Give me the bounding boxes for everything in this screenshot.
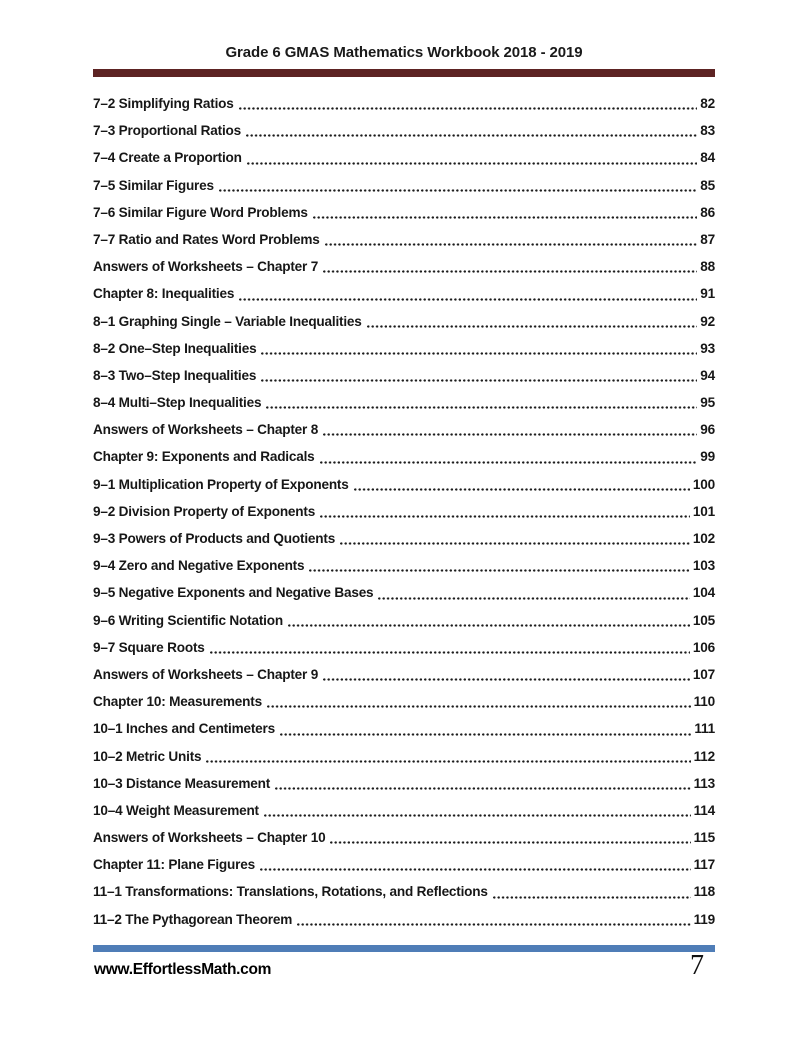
dot-leader (323, 678, 690, 681)
toc-entry-page: 83 (700, 123, 715, 139)
toc-entry-label: Chapter 8: Inequalities (93, 286, 235, 302)
toc-entry-label: Chapter 11: Plane Figures (93, 857, 255, 873)
toc-entry-page: 105 (692, 612, 715, 628)
toc-entry (93, 226, 715, 253)
dot-leader (354, 488, 690, 491)
toc-entry-page: 112 (693, 748, 715, 764)
toc-entry-page: 93 (700, 340, 715, 356)
toc-entry-page: 94 (700, 367, 715, 383)
toc-entry-page: 110 (693, 694, 715, 710)
toc-entry-page: 118 (693, 884, 715, 900)
toc-entry (93, 144, 715, 171)
page-number: 7 (690, 950, 704, 981)
toc-entry-label: 7–2 Simplifying Ratios (93, 96, 234, 111)
dot-leader (239, 107, 698, 110)
toc-entry-page: 99 (700, 449, 715, 465)
dot-leader (210, 651, 690, 654)
dot-leader (261, 352, 697, 355)
dot-leader (309, 569, 690, 572)
toc-entry (93, 906, 715, 933)
dot-leader (261, 379, 697, 382)
toc-entry (93, 797, 715, 824)
dot-leader (493, 896, 691, 899)
toc-entry (93, 634, 715, 661)
toc-entry-label: 9–3 Powers of Products and Quotients (93, 531, 336, 546)
toc-entry-label: 7–6 Similar Figure Word Problems (93, 204, 308, 220)
dot-leader (313, 216, 698, 219)
toc-entry-page: 114 (693, 802, 715, 818)
toc-entry (93, 579, 715, 606)
dot-leader (246, 134, 697, 137)
dot-leader (288, 624, 690, 627)
dot-leader (323, 433, 697, 436)
toc-entry-label: 8–3 Two–Step Inequalities (93, 367, 257, 383)
dot-leader (206, 760, 690, 763)
toc-entry (93, 308, 715, 335)
toc-entry-page: 102 (692, 531, 715, 546)
toc-entry-label: 9–4 Zero and Negative Exponents (93, 558, 305, 574)
toc-entry-label: Answers of Worksheets – Chapter 8 (93, 422, 319, 438)
toc-entry (93, 90, 715, 117)
toc-entry-page: 119 (693, 911, 715, 927)
toc-entry (93, 770, 715, 797)
toc-entry-label: Answers of Worksheets – Chapter 10 (93, 830, 326, 846)
toc-entry-page: 113 (693, 775, 715, 791)
toc-entry-label: 7–5 Similar Figures (93, 177, 214, 193)
toc-entry-page: 96 (700, 422, 715, 438)
dot-leader (325, 243, 698, 246)
toc-entry-page: 100 (692, 476, 715, 492)
toc-entry (93, 525, 715, 552)
toc-entry-label: Answers of Worksheets – Chapter 7 (93, 259, 319, 275)
dot-leader (330, 841, 690, 844)
toc-entry-label: Answers of Worksheets – Chapter 9 (93, 666, 319, 682)
toc-entry-label: 9–6 Writing Scientific Notation (93, 612, 283, 628)
toc-entry-page: 95 (700, 395, 715, 411)
toc-entry (93, 389, 715, 416)
toc-entry-label: Chapter 10: Measurements (93, 694, 262, 710)
website-link[interactable]: www.EffortlessMath.com (94, 961, 272, 978)
toc-entry (93, 607, 715, 634)
toc-entry (93, 851, 715, 878)
toc-entry (93, 335, 715, 362)
toc-entry-label: 8–4 Multi–Step Inequalities (93, 395, 262, 411)
toc-entry (93, 498, 715, 525)
toc-entry-page: 85 (700, 177, 715, 193)
dot-leader (275, 787, 691, 790)
toc-entry-label: 10–2 Metric Units (93, 748, 202, 764)
toc-entry (93, 661, 715, 688)
toc-entry-label: 8–2 One–Step Inequalities (93, 340, 257, 356)
toc-entry (93, 443, 715, 470)
toc-entry (93, 362, 715, 389)
toc-entry (93, 743, 715, 770)
toc-entry-label: 9–5 Negative Exponents and Negative Bases (93, 585, 374, 601)
toc-entry-label: 9–7 Square Roots (93, 639, 205, 655)
toc-entry-page: 107 (692, 666, 715, 682)
toc-entry-page: 101 (692, 503, 715, 519)
dot-leader (280, 733, 691, 736)
toc-entry-label: 11–1 Transformations: Translations, Rotations, and Reflections (93, 884, 488, 900)
toc-entry-label: 9–2 Division Property of Exponents (93, 503, 316, 519)
toc-entry-page: 104 (692, 585, 715, 601)
toc-entry-label: 8–1 Graphing Single – Variable Inequalities (93, 313, 362, 329)
dot-leader (323, 270, 697, 273)
table-of-contents (93, 90, 715, 933)
toc-entry-label: 10–4 Weight Measurement (93, 802, 259, 818)
toc-entry-label: 7–7 Ratio and Rates Word Problems (93, 231, 320, 247)
page-title: Grade 6 GMAS Mathematics Workbook 2018 - 2019 (225, 44, 583, 61)
toc-entry (93, 253, 715, 280)
toc-entry-label: 7–4 Create a Proportion (93, 150, 242, 166)
toc-entry-page: 88 (700, 259, 715, 275)
toc-entry (93, 199, 715, 226)
toc-entry-page: 91 (700, 286, 715, 302)
toc-entry-page: 84 (700, 150, 715, 166)
toc-entry-label: 11–2 The Pythagorean Theorem (93, 911, 293, 927)
toc-entry (93, 172, 715, 199)
toc-entry-page: 103 (692, 558, 715, 574)
toc-entry-label: 10–1 Inches and Centimeters (93, 721, 275, 737)
dot-leader (297, 923, 691, 926)
toc-entry (93, 824, 715, 851)
toc-entry-label: 10–3 Distance Measurement (93, 775, 271, 791)
toc-entry (93, 471, 715, 498)
toc-entry-page: 111 (694, 721, 715, 737)
toc-entry (93, 117, 715, 144)
dot-leader (367, 325, 698, 328)
toc-entry (93, 715, 715, 742)
toc-entry-label: 7–3 Proportional Ratios (93, 123, 241, 139)
dot-leader (340, 542, 690, 545)
dot-leader (378, 597, 689, 600)
dot-leader (320, 515, 690, 518)
toc-entry (93, 878, 715, 905)
toc-entry-page: 82 (700, 96, 715, 111)
dot-leader (260, 868, 691, 871)
toc-entry-page: 92 (700, 313, 715, 329)
toc-entry-page: 86 (700, 204, 715, 220)
footer-rule (93, 945, 715, 952)
dot-leader (247, 162, 698, 165)
toc-entry (93, 688, 715, 715)
toc-entry (93, 552, 715, 579)
header-rule (93, 69, 715, 77)
toc-entry-page: 117 (693, 857, 715, 873)
dot-leader (264, 814, 691, 817)
dot-leader (266, 406, 697, 409)
toc-entry (93, 280, 715, 307)
dot-leader (320, 461, 698, 464)
toc-entry-page: 106 (692, 639, 715, 655)
dot-leader (219, 189, 697, 192)
toc-entry-page: 115 (693, 830, 715, 846)
toc-entry-page: 87 (700, 231, 715, 247)
toc-entry-label: Chapter 9: Exponents and Radicals (93, 449, 315, 465)
dot-leader (239, 298, 697, 301)
dot-leader (267, 705, 691, 708)
toc-entry (93, 416, 715, 443)
toc-entry-label: 9–1 Multiplication Property of Exponents (93, 476, 349, 492)
